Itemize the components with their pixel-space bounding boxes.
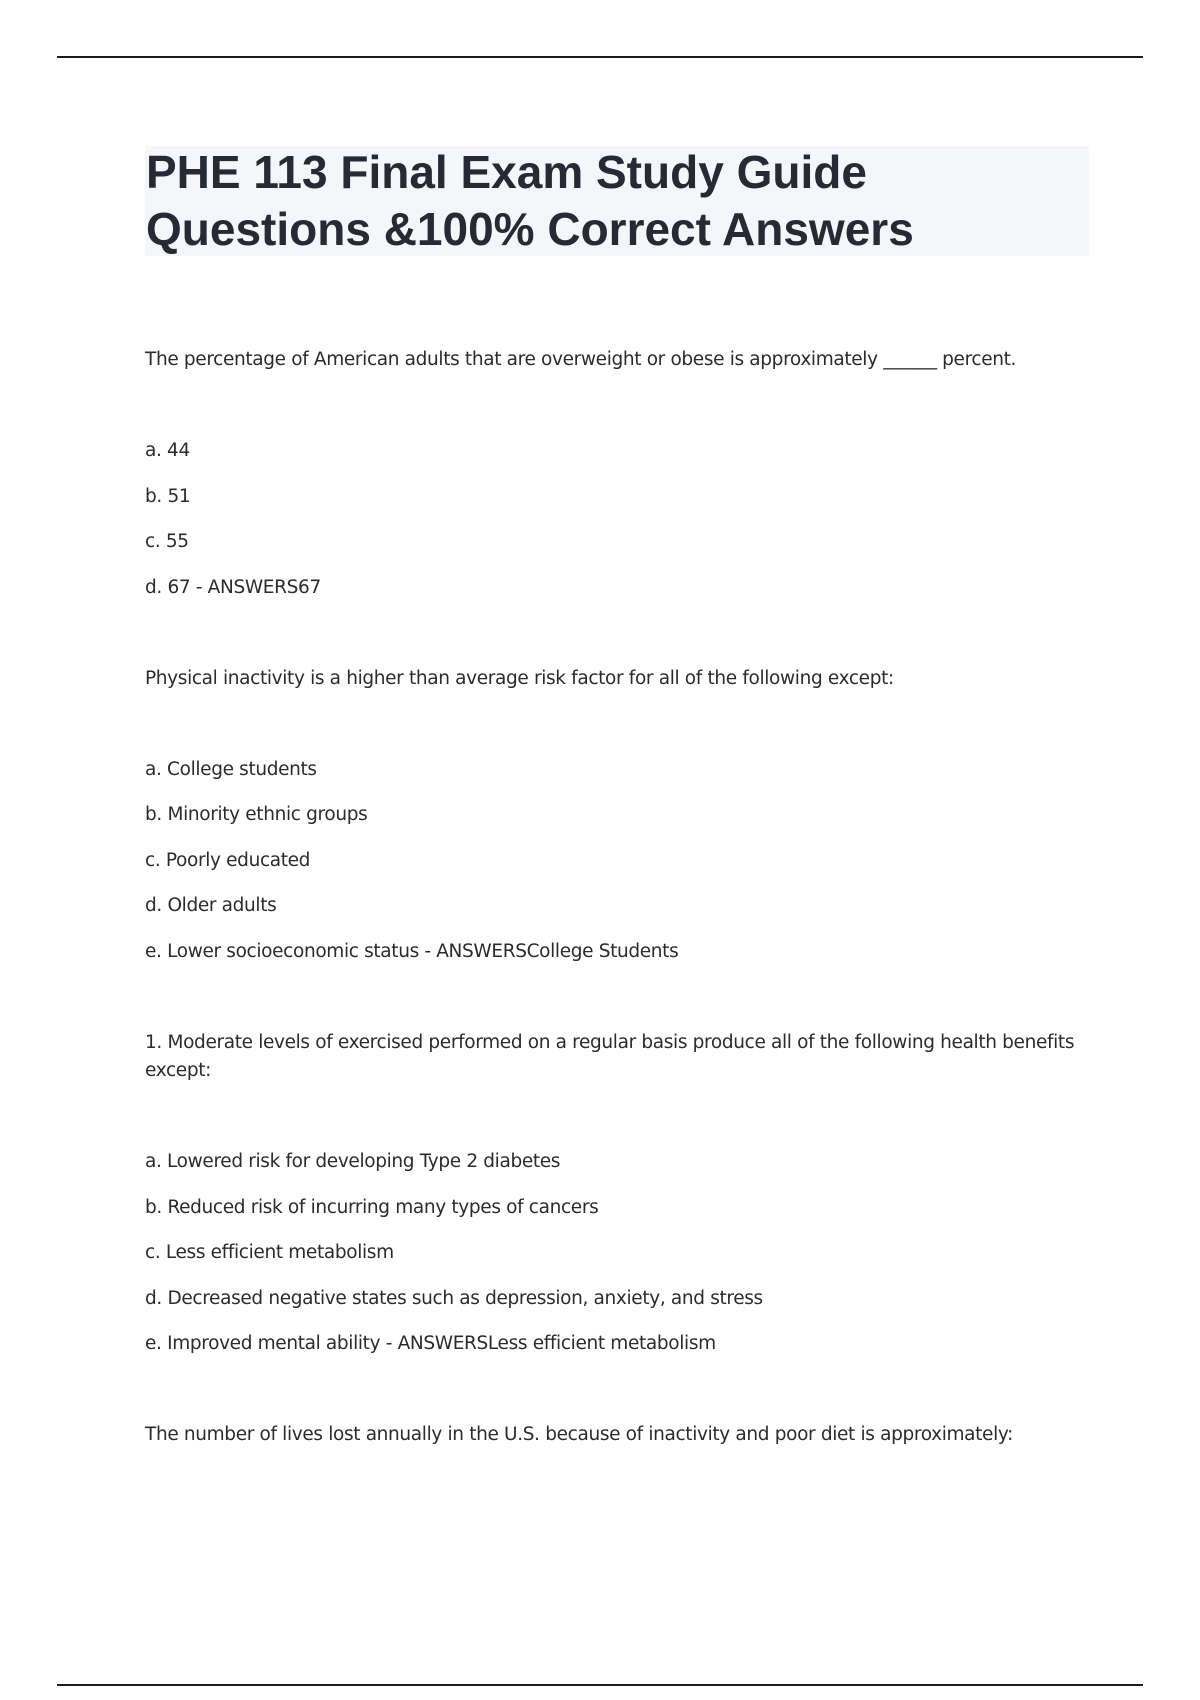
question-text: The number of lives lost annually in the U.S. because of inactivity and poor diet is approximately: [145,1424,1014,1445]
title-line-1: PHE 113 Final Exam Study Guide [146,146,867,198]
header-rule [57,56,1143,58]
answer-option: b. Minority ethnic groups [145,804,368,825]
answer-option: e. Improved mental ability - ANSWERSLess efficient metabolism [145,1333,716,1354]
answer-option: d. Older adults [145,895,277,916]
answer-option: b. 51 [145,486,191,507]
document-title [146,144,1086,258]
answer-option: c. Less efficient metabolism [145,1242,394,1263]
answer-option: c. 55 [145,531,189,552]
answer-option: a. 44 [145,440,190,461]
answer-option: c. Poorly educated [145,850,311,871]
answer-option: d. 67 - ANSWERS67 [145,577,321,598]
answer-option: a. College students [145,759,317,780]
question-text: Physical inactivity is a higher than average risk factor for all of the following except: [145,668,894,689]
answer-option: d. Decreased negative states such as depression, anxiety, and stress [145,1288,763,1309]
question-text: 1. Moderate levels of exercised performed on a regular basis produce all of the following health benefits except: [145,1032,1075,1081]
answer-option: a. Lowered risk for developing Type 2 diabetes [145,1151,561,1172]
answer-option: b. Reduced risk of incurring many types of cancers [145,1197,599,1218]
title-line-2: Questions &100% Correct Answers [146,203,914,255]
question-text: The percentage of American adults that are overweight or obese is approximately ______ percent. [145,349,1017,370]
answer-option: e. Lower socioeconomic status - ANSWERSCollege Students [145,941,679,962]
footer-rule [57,1684,1143,1686]
